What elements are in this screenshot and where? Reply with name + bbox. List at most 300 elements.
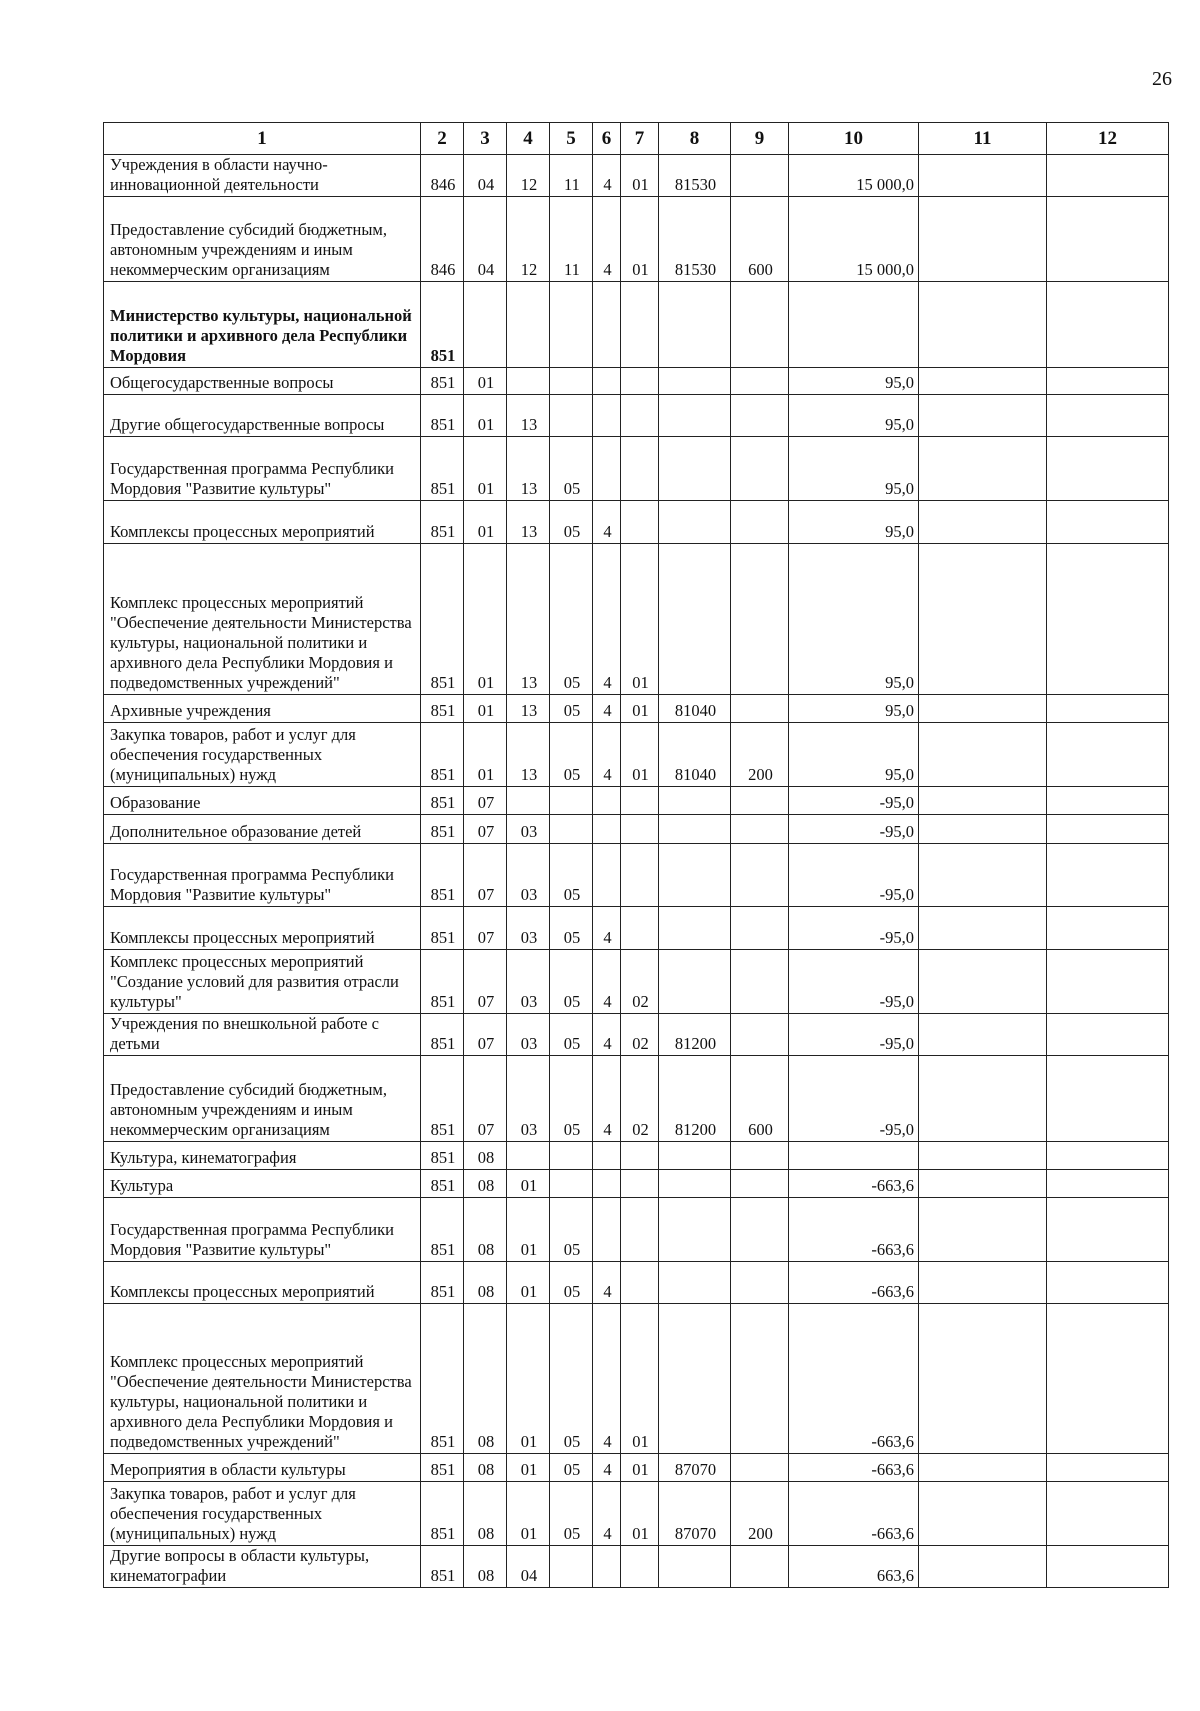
cell-col-6: 4 <box>593 197 621 282</box>
cell-col-10: -663,6 <box>789 1304 919 1454</box>
cell-col-6: 4 <box>593 695 621 723</box>
cell-col-12 <box>1047 395 1169 437</box>
cell-col-9 <box>731 155 789 197</box>
cell-col-8 <box>659 844 731 907</box>
cell-col-9 <box>731 907 789 950</box>
cell-col-6: 4 <box>593 544 621 695</box>
cell-col-5 <box>550 368 593 395</box>
cell-col-8 <box>659 395 731 437</box>
cell-col-4: 12 <box>507 155 550 197</box>
cell-col-5: 05 <box>550 1014 593 1056</box>
cell-col-10: -95,0 <box>789 907 919 950</box>
table-row <box>104 155 1169 197</box>
cell-col-4: 12 <box>507 197 550 282</box>
cell-col-12 <box>1047 950 1169 1014</box>
row-name-cell: Министерство культуры, национальной политики и архивного дела Республики Мордовия <box>104 282 421 368</box>
cell-col-12 <box>1047 1262 1169 1304</box>
cell-col-12 <box>1047 1454 1169 1482</box>
cell-col-9 <box>731 695 789 723</box>
cell-col-2: 851 <box>421 544 464 695</box>
cell-col-5: 05 <box>550 437 593 501</box>
cell-col-4: 13 <box>507 723 550 787</box>
cell-col-2: 851 <box>421 368 464 395</box>
cell-col-10: -663,6 <box>789 1454 919 1482</box>
cell-col-5: 05 <box>550 1262 593 1304</box>
cell-col-8 <box>659 1142 731 1170</box>
cell-col-7: 01 <box>621 1454 659 1482</box>
cell-col-5: 05 <box>550 544 593 695</box>
cell-col-9 <box>731 368 789 395</box>
cell-col-7: 02 <box>621 1014 659 1056</box>
cell-col-8 <box>659 1546 731 1588</box>
cell-col-6: 4 <box>593 1454 621 1482</box>
cell-col-5: 11 <box>550 155 593 197</box>
table-row <box>104 282 1169 368</box>
column-header-2: 2 <box>421 123 464 155</box>
cell-col-12 <box>1047 787 1169 815</box>
cell-col-11 <box>919 501 1047 544</box>
cell-col-3: 07 <box>464 1056 507 1142</box>
cell-col-5: 05 <box>550 1198 593 1262</box>
cell-col-5: 05 <box>550 1304 593 1454</box>
cell-col-11 <box>919 695 1047 723</box>
cell-col-4: 13 <box>507 437 550 501</box>
cell-col-11 <box>919 437 1047 501</box>
cell-col-7 <box>621 437 659 501</box>
cell-col-7: 01 <box>621 155 659 197</box>
cell-col-12 <box>1047 1170 1169 1198</box>
cell-col-5 <box>550 1142 593 1170</box>
row-name-cell: Образование <box>104 787 421 815</box>
cell-col-9 <box>731 1014 789 1056</box>
cell-col-8: 81530 <box>659 197 731 282</box>
table-row <box>104 1170 1169 1198</box>
cell-col-10 <box>789 282 919 368</box>
cell-col-2: 846 <box>421 155 464 197</box>
row-name-cell: Предоставление субсидий бюджетным, автономным учреждениям и иным некоммерческим организациям <box>104 1056 421 1142</box>
cell-col-7 <box>621 282 659 368</box>
cell-col-4: 01 <box>507 1198 550 1262</box>
cell-col-7 <box>621 844 659 907</box>
cell-col-11 <box>919 1170 1047 1198</box>
cell-col-4: 01 <box>507 1170 550 1198</box>
cell-col-2: 851 <box>421 844 464 907</box>
row-name-cell: Закупка товаров, работ и услуг для обеспечения государственных (муниципальных) нужд <box>104 1482 421 1546</box>
cell-col-3: 08 <box>464 1142 507 1170</box>
row-name-cell: Общегосударственные вопросы <box>104 368 421 395</box>
cell-col-6: 4 <box>593 907 621 950</box>
cell-col-12 <box>1047 1304 1169 1454</box>
cell-col-8 <box>659 1262 731 1304</box>
row-name-cell: Комплекс процессных мероприятий "Обеспечение деятельности Министерства культуры, национальной политики и архивного дела Республики Мордовия и подведомственных учреждений" <box>104 1304 421 1454</box>
cell-col-12 <box>1047 544 1169 695</box>
cell-col-3: 08 <box>464 1198 507 1262</box>
cell-col-8: 81040 <box>659 695 731 723</box>
cell-col-9 <box>731 437 789 501</box>
table-row <box>104 1546 1169 1588</box>
cell-col-2: 851 <box>421 950 464 1014</box>
cell-col-10: -663,6 <box>789 1482 919 1546</box>
cell-col-12 <box>1047 282 1169 368</box>
cell-col-10: 95,0 <box>789 437 919 501</box>
cell-col-8 <box>659 282 731 368</box>
cell-col-8 <box>659 950 731 1014</box>
table-row <box>104 1262 1169 1304</box>
cell-col-2: 846 <box>421 197 464 282</box>
table-row <box>104 1014 1169 1056</box>
row-name-cell: Другие общегосударственные вопросы <box>104 395 421 437</box>
column-header-3: 3 <box>464 123 507 155</box>
table-row <box>104 1454 1169 1482</box>
cell-col-2: 851 <box>421 907 464 950</box>
cell-col-3: 07 <box>464 907 507 950</box>
table-row <box>104 723 1169 787</box>
column-header-1: 1 <box>104 123 421 155</box>
cell-col-6 <box>593 844 621 907</box>
cell-col-8 <box>659 437 731 501</box>
cell-col-9 <box>731 1454 789 1482</box>
cell-col-3: 07 <box>464 950 507 1014</box>
cell-col-6: 4 <box>593 1056 621 1142</box>
cell-col-4: 04 <box>507 1546 550 1588</box>
cell-col-8: 81200 <box>659 1014 731 1056</box>
cell-col-12 <box>1047 1482 1169 1546</box>
cell-col-3: 07 <box>464 815 507 844</box>
column-header-6: 6 <box>593 123 621 155</box>
cell-col-4: 01 <box>507 1262 550 1304</box>
cell-col-4 <box>507 787 550 815</box>
cell-col-10 <box>789 1142 919 1170</box>
cell-col-4: 03 <box>507 950 550 1014</box>
cell-col-5 <box>550 815 593 844</box>
cell-col-9 <box>731 1546 789 1588</box>
cell-col-6 <box>593 1198 621 1262</box>
cell-col-9: 600 <box>731 1056 789 1142</box>
row-name-cell: Учреждения в области научно-инновационной деятельности <box>104 155 421 197</box>
cell-col-3: 01 <box>464 723 507 787</box>
row-name-cell: Архивные учреждения <box>104 695 421 723</box>
cell-col-11 <box>919 723 1047 787</box>
cell-col-3: 04 <box>464 197 507 282</box>
cell-col-10: 95,0 <box>789 501 919 544</box>
cell-col-7 <box>621 1198 659 1262</box>
cell-col-3: 04 <box>464 155 507 197</box>
row-name-cell: Комплексы процессных мероприятий <box>104 907 421 950</box>
row-name-cell: Мероприятия в области культуры <box>104 1454 421 1482</box>
cell-col-12 <box>1047 1056 1169 1142</box>
cell-col-4 <box>507 282 550 368</box>
cell-col-10: -95,0 <box>789 1056 919 1142</box>
table-row <box>104 1482 1169 1546</box>
cell-col-11 <box>919 395 1047 437</box>
cell-col-5: 05 <box>550 1454 593 1482</box>
cell-col-5: 05 <box>550 907 593 950</box>
row-name-cell: Предоставление субсидий бюджетным, автономным учреждениям и иным некоммерческим организациям <box>104 197 421 282</box>
cell-col-2: 851 <box>421 1198 464 1262</box>
cell-col-12 <box>1047 437 1169 501</box>
cell-col-4: 01 <box>507 1304 550 1454</box>
cell-col-7: 01 <box>621 197 659 282</box>
row-name-cell: Другие вопросы в области культуры, кинематографии <box>104 1546 421 1588</box>
cell-col-9 <box>731 950 789 1014</box>
table-row <box>104 197 1169 282</box>
cell-col-8 <box>659 1170 731 1198</box>
cell-col-12 <box>1047 1142 1169 1170</box>
cell-col-4 <box>507 368 550 395</box>
cell-col-3: 08 <box>464 1482 507 1546</box>
cell-col-11 <box>919 1454 1047 1482</box>
cell-col-10: 95,0 <box>789 395 919 437</box>
cell-col-5: 05 <box>550 950 593 1014</box>
cell-col-7 <box>621 1262 659 1304</box>
cell-col-12 <box>1047 907 1169 950</box>
row-name-cell: Государственная программа Республики Мордовия "Развитие культуры" <box>104 1198 421 1262</box>
table-row <box>104 501 1169 544</box>
cell-col-8 <box>659 501 731 544</box>
cell-col-5: 05 <box>550 844 593 907</box>
cell-col-9 <box>731 544 789 695</box>
cell-col-5: 05 <box>550 501 593 544</box>
table-row <box>104 907 1169 950</box>
table-row <box>104 544 1169 695</box>
cell-col-11 <box>919 368 1047 395</box>
cell-col-8: 81040 <box>659 723 731 787</box>
cell-col-3: 08 <box>464 1454 507 1482</box>
table-body <box>104 155 1169 1588</box>
cell-col-9 <box>731 787 789 815</box>
cell-col-2: 851 <box>421 1170 464 1198</box>
cell-col-3: 08 <box>464 1304 507 1454</box>
cell-col-4: 01 <box>507 1482 550 1546</box>
cell-col-11 <box>919 1546 1047 1588</box>
cell-col-2: 851 <box>421 1056 464 1142</box>
cell-col-7 <box>621 1170 659 1198</box>
cell-col-7: 02 <box>621 1056 659 1142</box>
cell-col-3 <box>464 282 507 368</box>
cell-col-7: 01 <box>621 1482 659 1546</box>
cell-col-12 <box>1047 155 1169 197</box>
cell-col-3: 01 <box>464 395 507 437</box>
cell-col-9 <box>731 1304 789 1454</box>
cell-col-8 <box>659 1304 731 1454</box>
cell-col-2: 851 <box>421 1304 464 1454</box>
cell-col-9 <box>731 1262 789 1304</box>
cell-col-7: 01 <box>621 1304 659 1454</box>
cell-col-6: 4 <box>593 155 621 197</box>
cell-col-9: 600 <box>731 197 789 282</box>
cell-col-2: 851 <box>421 395 464 437</box>
cell-col-7 <box>621 501 659 544</box>
cell-col-4: 03 <box>507 907 550 950</box>
cell-col-8: 81200 <box>659 1056 731 1142</box>
cell-col-7 <box>621 1546 659 1588</box>
cell-col-3: 01 <box>464 368 507 395</box>
cell-col-2: 851 <box>421 1482 464 1546</box>
cell-col-5 <box>550 1170 593 1198</box>
cell-col-7 <box>621 395 659 437</box>
cell-col-8 <box>659 368 731 395</box>
cell-col-6 <box>593 368 621 395</box>
cell-col-3: 01 <box>464 501 507 544</box>
cell-col-2: 851 <box>421 1546 464 1588</box>
cell-col-10: 95,0 <box>789 695 919 723</box>
cell-col-7 <box>621 815 659 844</box>
cell-col-6 <box>593 1142 621 1170</box>
cell-col-8: 87070 <box>659 1482 731 1546</box>
cell-col-12 <box>1047 844 1169 907</box>
cell-col-10: -95,0 <box>789 787 919 815</box>
cell-col-11 <box>919 1304 1047 1454</box>
cell-col-3: 08 <box>464 1262 507 1304</box>
cell-col-4 <box>507 1142 550 1170</box>
cell-col-2: 851 <box>421 695 464 723</box>
cell-col-11 <box>919 1198 1047 1262</box>
cell-col-2: 851 <box>421 501 464 544</box>
cell-col-4: 03 <box>507 815 550 844</box>
cell-col-11 <box>919 197 1047 282</box>
cell-col-7 <box>621 368 659 395</box>
cell-col-9 <box>731 501 789 544</box>
cell-col-4: 13 <box>507 695 550 723</box>
cell-col-10: -95,0 <box>789 844 919 907</box>
cell-col-5: 05 <box>550 723 593 787</box>
cell-col-10: -95,0 <box>789 815 919 844</box>
cell-col-10: -663,6 <box>789 1262 919 1304</box>
table-row <box>104 844 1169 907</box>
cell-col-10: 663,6 <box>789 1546 919 1588</box>
cell-col-10: 95,0 <box>789 723 919 787</box>
cell-col-10: 15 000,0 <box>789 155 919 197</box>
cell-col-3: 01 <box>464 544 507 695</box>
cell-col-8 <box>659 787 731 815</box>
cell-col-12 <box>1047 197 1169 282</box>
cell-col-9 <box>731 1142 789 1170</box>
cell-col-2: 851 <box>421 282 464 368</box>
cell-col-9 <box>731 815 789 844</box>
column-header-10: 10 <box>789 123 919 155</box>
cell-col-3: 07 <box>464 787 507 815</box>
cell-col-11 <box>919 787 1047 815</box>
cell-col-6 <box>593 1546 621 1588</box>
cell-col-7 <box>621 1142 659 1170</box>
cell-col-11 <box>919 1014 1047 1056</box>
cell-col-4: 01 <box>507 1454 550 1482</box>
table-row <box>104 815 1169 844</box>
row-name-cell: Государственная программа Республики Мордовия "Развитие культуры" <box>104 844 421 907</box>
cell-col-3: 08 <box>464 1546 507 1588</box>
cell-col-4: 13 <box>507 544 550 695</box>
column-header-7: 7 <box>621 123 659 155</box>
table-row <box>104 1304 1169 1454</box>
cell-col-12 <box>1047 1014 1169 1056</box>
cell-col-11 <box>919 1262 1047 1304</box>
cell-col-9 <box>731 395 789 437</box>
page-number: 26 <box>1152 68 1172 90</box>
cell-col-11 <box>919 1056 1047 1142</box>
cell-col-8: 81530 <box>659 155 731 197</box>
cell-col-6: 4 <box>593 1304 621 1454</box>
cell-col-9: 200 <box>731 1482 789 1546</box>
cell-col-8: 87070 <box>659 1454 731 1482</box>
row-name-cell: Комплекс процессных мероприятий "Обеспечение деятельности Министерства культуры, национальной политики и архивного дела Республики Мордовия и подведомственных учреждений" <box>104 544 421 695</box>
row-name-cell: Комплекс процессных мероприятий "Создание условий для развития отрасли культуры" <box>104 950 421 1014</box>
cell-col-4: 03 <box>507 1014 550 1056</box>
cell-col-12 <box>1047 815 1169 844</box>
cell-col-7: 01 <box>621 723 659 787</box>
cell-col-7 <box>621 787 659 815</box>
cell-col-7: 01 <box>621 695 659 723</box>
header-row <box>104 123 1169 155</box>
cell-col-6: 4 <box>593 1482 621 1546</box>
row-name-cell: Комплексы процессных мероприятий <box>104 1262 421 1304</box>
row-name-cell: Культура, кинематография <box>104 1142 421 1170</box>
cell-col-6: 4 <box>593 1262 621 1304</box>
cell-col-9: 200 <box>731 723 789 787</box>
cell-col-5: 05 <box>550 1482 593 1546</box>
cell-col-5: 05 <box>550 1056 593 1142</box>
cell-col-8 <box>659 544 731 695</box>
column-header-11: 11 <box>919 123 1047 155</box>
cell-col-3: 07 <box>464 1014 507 1056</box>
cell-col-11 <box>919 907 1047 950</box>
cell-col-11 <box>919 282 1047 368</box>
cell-col-10: -95,0 <box>789 1014 919 1056</box>
cell-col-6: 4 <box>593 501 621 544</box>
cell-col-6 <box>593 815 621 844</box>
cell-col-6 <box>593 1170 621 1198</box>
cell-col-10: 95,0 <box>789 544 919 695</box>
row-name-cell: Культура <box>104 1170 421 1198</box>
cell-col-2: 851 <box>421 1454 464 1482</box>
column-header-4: 4 <box>507 123 550 155</box>
cell-col-11 <box>919 544 1047 695</box>
cell-col-11 <box>919 1482 1047 1546</box>
cell-col-7: 02 <box>621 950 659 1014</box>
budget-table <box>103 122 1169 1588</box>
cell-col-8 <box>659 1198 731 1262</box>
cell-col-2: 851 <box>421 437 464 501</box>
cell-col-6: 4 <box>593 723 621 787</box>
cell-col-2: 851 <box>421 815 464 844</box>
cell-col-5 <box>550 395 593 437</box>
cell-col-6 <box>593 395 621 437</box>
table-row <box>104 1142 1169 1170</box>
column-header-5: 5 <box>550 123 593 155</box>
cell-col-8 <box>659 907 731 950</box>
column-header-9: 9 <box>731 123 789 155</box>
cell-col-9 <box>731 1170 789 1198</box>
cell-col-2: 851 <box>421 1262 464 1304</box>
row-name-cell: Дополнительное образование детей <box>104 815 421 844</box>
cell-col-12 <box>1047 1546 1169 1588</box>
cell-col-3: 08 <box>464 1170 507 1198</box>
table-row <box>104 395 1169 437</box>
cell-col-6 <box>593 787 621 815</box>
cell-col-2: 851 <box>421 1014 464 1056</box>
cell-col-10: -663,6 <box>789 1198 919 1262</box>
cell-col-7: 01 <box>621 544 659 695</box>
cell-col-8 <box>659 815 731 844</box>
cell-col-6 <box>593 437 621 501</box>
row-name-cell: Учреждения по внешкольной работе с детьми <box>104 1014 421 1056</box>
cell-col-11 <box>919 844 1047 907</box>
cell-col-5 <box>550 282 593 368</box>
cell-col-12 <box>1047 368 1169 395</box>
cell-col-12 <box>1047 1198 1169 1262</box>
row-name-cell: Закупка товаров, работ и услуг для обеспечения государственных (муниципальных) нужд <box>104 723 421 787</box>
cell-col-2: 851 <box>421 787 464 815</box>
cell-col-11 <box>919 950 1047 1014</box>
